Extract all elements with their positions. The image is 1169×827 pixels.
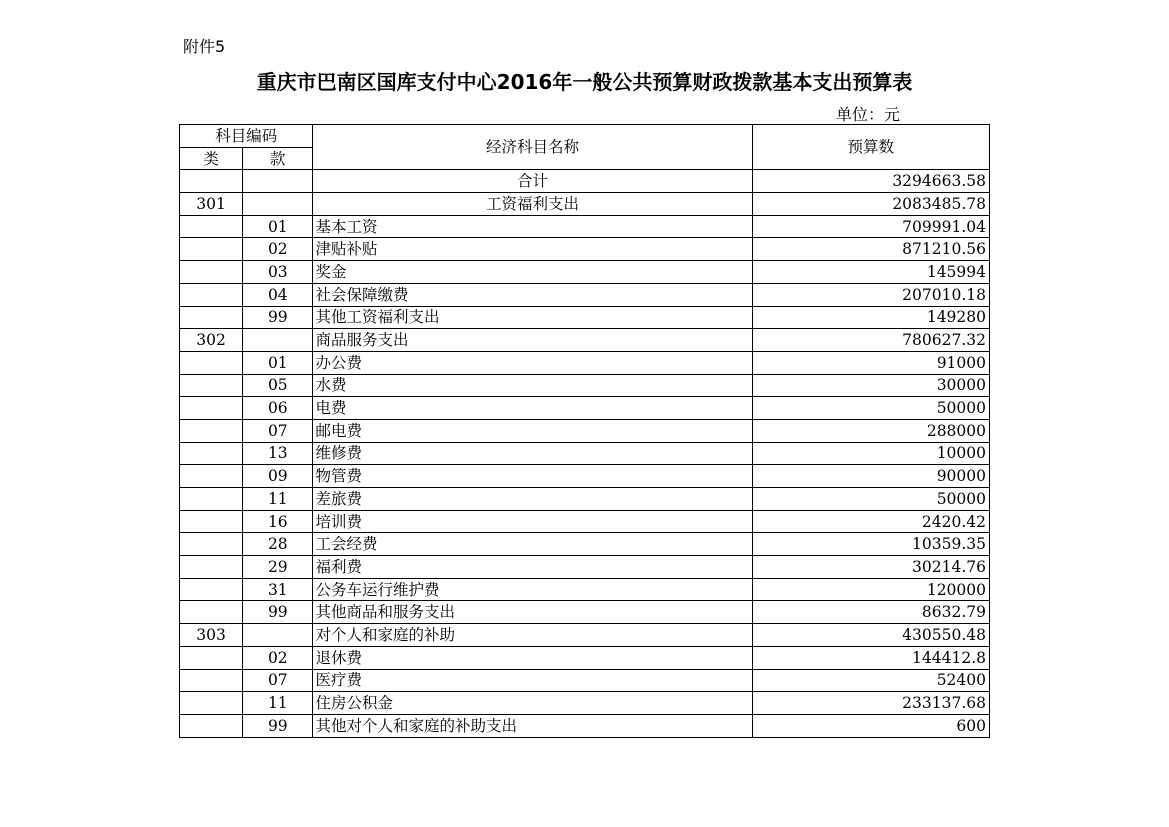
cell-name: 奖金 [313, 261, 752, 284]
cell-amount: 91000 [752, 351, 989, 374]
cell-type [180, 578, 243, 601]
table-row [180, 488, 990, 511]
cell-type [180, 601, 243, 624]
cell-amount: 709991.04 [752, 215, 989, 238]
table-row [180, 397, 990, 420]
cell-type [180, 714, 243, 737]
table-row [180, 510, 990, 533]
unit-label: 单位：元 [836, 105, 901, 124]
header-budget-amount: 预算数 [752, 125, 989, 170]
cell-name: 工资福利支出 [313, 193, 752, 216]
table-row [180, 329, 990, 352]
cell-item: 04 [243, 283, 313, 306]
cell-amount: 10000 [752, 442, 989, 465]
cell-item: 07 [243, 669, 313, 692]
table-row [180, 261, 990, 284]
cell-name: 电费 [313, 397, 752, 420]
cell-amount: 3294663.58 [752, 170, 989, 193]
cell-type [180, 397, 243, 420]
cell-name: 物管费 [313, 465, 752, 488]
cell-amount: 90000 [752, 465, 989, 488]
cell-amount: 30000 [752, 374, 989, 397]
table-row [180, 556, 990, 579]
cell-amount: 233137.68 [752, 692, 989, 715]
cell-amount: 600 [752, 714, 989, 737]
cell-amount: 50000 [752, 397, 989, 420]
cell-type [180, 692, 243, 715]
cell-type: 302 [180, 329, 243, 352]
cell-name: 维修费 [313, 442, 752, 465]
cell-item: 05 [243, 374, 313, 397]
cell-name: 住房公积金 [313, 692, 752, 715]
cell-amount: 145994 [752, 261, 989, 284]
cell-amount: 2420.42 [752, 510, 989, 533]
cell-item: 99 [243, 601, 313, 624]
cell-name: 其他商品和服务支出 [313, 601, 752, 624]
table-row [180, 283, 990, 306]
budget-table [179, 124, 990, 738]
cell-type [180, 442, 243, 465]
cell-amount: 430550.48 [752, 624, 989, 647]
table-row [180, 646, 990, 669]
table-row [180, 442, 990, 465]
cell-type [180, 306, 243, 329]
cell-amount: 144412.8 [752, 646, 989, 669]
cell-item: 11 [243, 692, 313, 715]
cell-amount: 50000 [752, 488, 989, 511]
attachment-label: 附件5 [183, 37, 226, 56]
cell-amount: 10359.35 [752, 533, 989, 556]
cell-name: 津贴补贴 [313, 238, 752, 261]
cell-type [180, 556, 243, 579]
header-economic-name: 经济科目名称 [313, 125, 752, 170]
cell-type [180, 351, 243, 374]
cell-amount: 120000 [752, 578, 989, 601]
cell-item: 16 [243, 510, 313, 533]
table-row [180, 306, 990, 329]
cell-item: 11 [243, 488, 313, 511]
table-row [180, 601, 990, 624]
cell-item [243, 329, 313, 352]
cell-item: 13 [243, 442, 313, 465]
cell-amount: 149280 [752, 306, 989, 329]
table-row [180, 692, 990, 715]
cell-item [243, 193, 313, 216]
cell-item: 29 [243, 556, 313, 579]
cell-amount: 52400 [752, 669, 989, 692]
cell-type [180, 465, 243, 488]
cell-item: 99 [243, 306, 313, 329]
cell-name: 合计 [313, 170, 752, 193]
cell-item: 06 [243, 397, 313, 420]
cell-type [180, 283, 243, 306]
cell-type: 303 [180, 624, 243, 647]
cell-name: 差旅费 [313, 488, 752, 511]
cell-name: 培训费 [313, 510, 752, 533]
cell-item: 09 [243, 465, 313, 488]
cell-type [180, 170, 243, 193]
cell-name: 对个人和家庭的补助 [313, 624, 752, 647]
cell-name: 基本工资 [313, 215, 752, 238]
cell-amount: 780627.32 [752, 329, 989, 352]
cell-item: 01 [243, 215, 313, 238]
header-row-top [180, 125, 990, 148]
table-row [180, 215, 990, 238]
table-row [180, 533, 990, 556]
table-row [180, 419, 990, 442]
cell-type [180, 488, 243, 511]
table-row [180, 351, 990, 374]
cell-amount: 2083485.78 [752, 193, 989, 216]
cell-item [243, 624, 313, 647]
table-row [180, 714, 990, 737]
cell-type [180, 215, 243, 238]
cell-name: 福利费 [313, 556, 752, 579]
cell-type [180, 238, 243, 261]
cell-item: 03 [243, 261, 313, 284]
cell-name: 其他工资福利支出 [313, 306, 752, 329]
cell-item [243, 170, 313, 193]
document-title: 重庆市巴南区国库支付中心2016年一般公共预算财政拨款基本支出预算表 [256, 70, 913, 94]
cell-name: 邮电费 [313, 419, 752, 442]
cell-type [180, 669, 243, 692]
header-item: 款 [243, 147, 313, 170]
table-row [180, 170, 990, 193]
cell-type [180, 510, 243, 533]
table-row [180, 578, 990, 601]
table-row [180, 624, 990, 647]
cell-item: 07 [243, 419, 313, 442]
table-row [180, 669, 990, 692]
header-subject-code: 科目编码 [180, 125, 313, 148]
cell-type [180, 261, 243, 284]
cell-amount: 207010.18 [752, 283, 989, 306]
cell-item: 28 [243, 533, 313, 556]
cell-name: 水费 [313, 374, 752, 397]
cell-type [180, 646, 243, 669]
cell-item: 01 [243, 351, 313, 374]
cell-name: 社会保障缴费 [313, 283, 752, 306]
table-row [180, 374, 990, 397]
cell-item: 31 [243, 578, 313, 601]
cell-name: 办公费 [313, 351, 752, 374]
cell-name: 公务车运行维护费 [313, 578, 752, 601]
cell-name: 其他对个人和家庭的补助支出 [313, 714, 752, 737]
cell-item: 02 [243, 238, 313, 261]
cell-type: 301 [180, 193, 243, 216]
cell-type [180, 419, 243, 442]
cell-amount: 8632.79 [752, 601, 989, 624]
cell-amount: 871210.56 [752, 238, 989, 261]
table-row [180, 465, 990, 488]
cell-amount: 288000 [752, 419, 989, 442]
table-row [180, 193, 990, 216]
cell-type [180, 374, 243, 397]
cell-amount: 30214.76 [752, 556, 989, 579]
cell-name: 退休费 [313, 646, 752, 669]
budget-table-body [180, 125, 990, 738]
cell-name: 工会经费 [313, 533, 752, 556]
table-row [180, 238, 990, 261]
header-type: 类 [180, 147, 243, 170]
cell-type [180, 533, 243, 556]
cell-item: 99 [243, 714, 313, 737]
cell-name: 商品服务支出 [313, 329, 752, 352]
cell-item: 02 [243, 646, 313, 669]
cell-name: 医疗费 [313, 669, 752, 692]
